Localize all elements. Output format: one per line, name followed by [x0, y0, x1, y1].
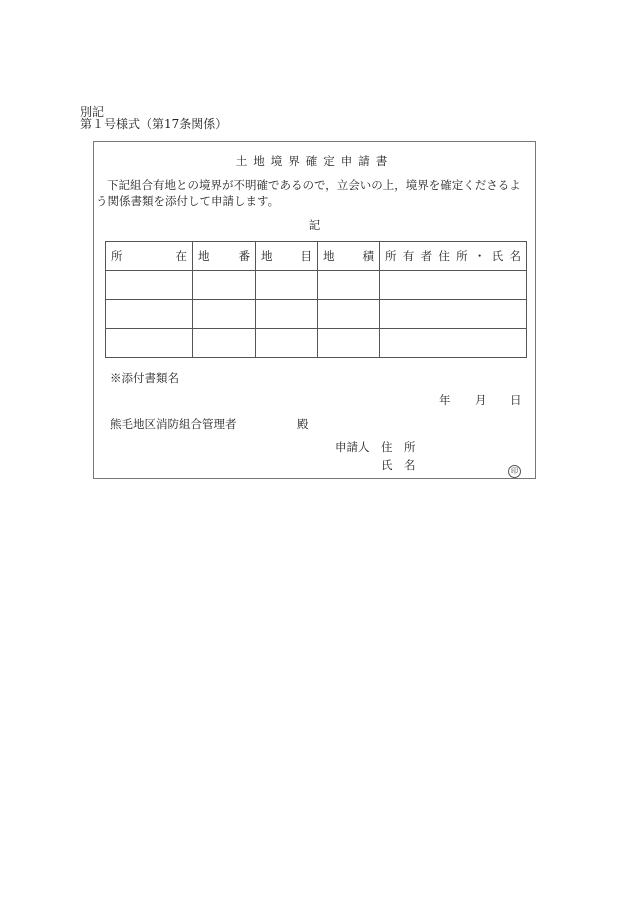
col-header-owner: 所 有 者 住 所 ・ 氏 名	[380, 242, 527, 271]
col-header-location: 所 在	[106, 242, 193, 271]
cell-land-area[interactable]	[318, 329, 380, 358]
cell-location[interactable]	[106, 271, 193, 300]
col-header-land-category: 地 目	[256, 242, 318, 271]
cell-owner[interactable]	[380, 329, 527, 358]
table-header-row	[106, 242, 527, 271]
ki-label: 記	[308, 218, 321, 232]
cell-location[interactable]	[106, 300, 193, 329]
cell-land-category[interactable]	[256, 329, 318, 358]
table-row	[106, 329, 527, 358]
applicant-label: 申請人	[335, 440, 370, 454]
address-label: 住 所	[381, 440, 416, 454]
cell-land-area[interactable]	[318, 300, 380, 329]
form-title: 土地境界確定申請書	[235, 154, 394, 168]
seal-icon: 印	[508, 458, 521, 478]
col-header-land-area: 地 積	[318, 242, 380, 271]
attachments-label: ※添付書類名	[110, 371, 179, 385]
honorific: 殿	[297, 417, 309, 431]
date-month-label: 月	[475, 393, 487, 407]
name-label: 氏 名	[381, 458, 416, 472]
col-header-lot-number: 地 番	[193, 242, 256, 271]
cell-land-category[interactable]	[256, 271, 318, 300]
cell-lot-number[interactable]	[193, 300, 256, 329]
land-table	[105, 241, 527, 358]
form-number: 第１号様式（第17条関係）	[80, 117, 228, 131]
body-text-line2: う関係書類を添付して申請します。	[96, 194, 280, 208]
table-row	[106, 271, 527, 300]
cell-lot-number[interactable]	[193, 271, 256, 300]
date-year-label: 年	[439, 393, 451, 407]
cell-land-category[interactable]	[256, 300, 318, 329]
cell-owner[interactable]	[380, 271, 527, 300]
appendix-label: 別記	[80, 105, 105, 119]
cell-location[interactable]	[106, 329, 193, 358]
addressee: 熊毛地区消防組合管理者	[110, 417, 237, 431]
cell-owner[interactable]	[380, 300, 527, 329]
cell-land-area[interactable]	[318, 271, 380, 300]
body-text-line1: 下記組合有地との境界が不明確であるので，立会いの上，境界を確定くださるよ	[107, 178, 521, 192]
table-row	[106, 300, 527, 329]
cell-lot-number[interactable]	[193, 329, 256, 358]
date-day-label: 日	[510, 393, 522, 407]
